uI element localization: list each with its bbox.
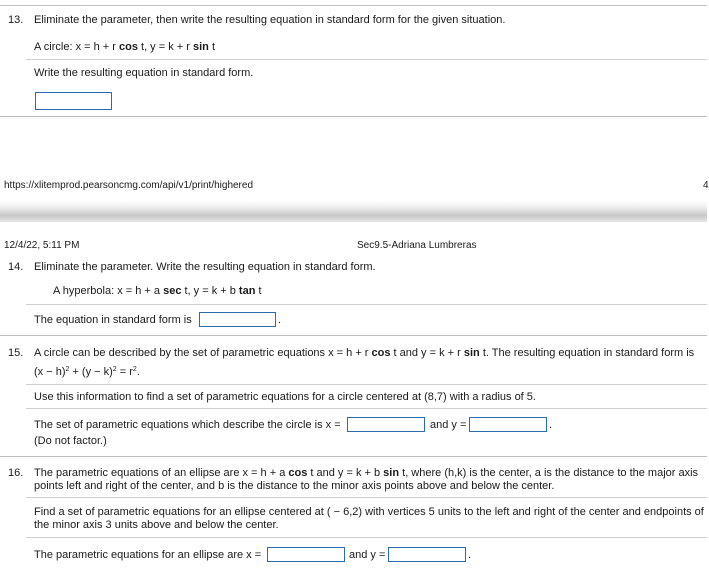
q15-sin: sin <box>463 347 480 359</box>
q15-line1-text-mid: t and y = k + r <box>390 347 464 359</box>
q16-divider-2 <box>26 537 707 538</box>
q15-cos: cos <box>371 347 391 359</box>
footer-url[interactable]: https://xlitemprod.pearsoncmg.com/api/v1/print/highered <box>4 180 254 191</box>
q16-para1-text-end: t, where (h,k) is the center, a is the distance to the major axis points left and right of the center, and b is the distance to the minor axis points above and below the center. <box>34 467 699 492</box>
q16-y-input[interactable] <box>388 547 466 562</box>
q13-circle-text: A circle: x = h + r <box>34 41 119 53</box>
q15-line1-text-end: t. The resulting equation in standard form is <box>479 347 695 359</box>
q15-eq-exponent: 2 <box>132 366 137 373</box>
q13-circle-text-mid: t, y = k + r <box>137 41 193 53</box>
q14-hyperbola-text: A hyperbola: x = h + a <box>53 285 164 297</box>
footer-page-number: 4 <box>703 180 709 191</box>
q16-answer-period: . <box>468 549 472 561</box>
q15-instruction: Use this information to find a set of parametric equations for a circle centered at (8,7) with a radius of 5. <box>34 391 536 403</box>
q15-divider-1 <box>26 384 707 385</box>
q15-eq-part: = r <box>116 366 133 378</box>
q16-paragraph-2: Find a set of parametric equations for an ellipse centered at ( − 6,2) with vertices 5 units to the left and right of the center and endpoints of the minor axis 3 units above and below the center. <box>34 506 704 531</box>
q14-hyperbola-text-mid: t, y = k + b <box>181 285 239 297</box>
q14-hyperbola-text-end: t <box>255 285 262 297</box>
q14-answer-period: . <box>278 314 282 326</box>
q16-paragraph-1 <box>34 467 704 493</box>
q14-divider <box>26 304 707 305</box>
q13-prompt: Eliminate the parameter, then write the resulting equation in standard form for the given situation. <box>34 14 506 26</box>
q14-sec: sec <box>163 285 182 297</box>
q16-sin: sin <box>383 467 400 479</box>
q14-answer-label: The equation in standard form is <box>34 314 192 326</box>
q15-and-y-label: and y = <box>430 419 467 431</box>
q16-para1-text: The parametric equations of an ellipse are x = h + a <box>34 467 289 479</box>
q16-number: 16. <box>8 467 24 479</box>
q15-eq-part: (x − h) <box>34 366 66 378</box>
q14-bottom-rule <box>0 335 707 336</box>
q13-cos: cos <box>118 41 138 53</box>
q15-answer-label: The set of parametric equations which describe the circle is x = <box>34 419 341 431</box>
q15-eq-part: + (y − k) <box>69 366 113 378</box>
q15-eq-exponent: 2 <box>112 366 117 373</box>
q15-eq-period: . <box>136 366 140 378</box>
q13-divider <box>26 59 707 60</box>
q14-tan: tan <box>238 285 256 297</box>
q15-answer-period: . <box>549 419 553 431</box>
q14-number: 14. <box>8 261 24 273</box>
q16-para1-text-mid: t and y = k + b <box>307 467 384 479</box>
header-doc-title: Sec9.5-Adriana Lumbreras <box>357 240 477 251</box>
q13-answer-input[interactable] <box>35 92 112 110</box>
q15-number: 15. <box>8 347 24 359</box>
q15-y-input[interactable] <box>469 417 547 432</box>
q15-divider-2 <box>26 408 707 409</box>
q13-sin: sin <box>192 41 209 53</box>
q13-circle-equations <box>34 41 215 53</box>
q14-hyperbola-equations <box>53 285 262 297</box>
q16-and-y-label: and y = <box>349 549 386 561</box>
q15-bottom-rule <box>0 456 707 457</box>
q16-x-input[interactable] <box>267 547 345 562</box>
q15-line1-text: A circle can be described by the set of parametric equations x = h + r <box>34 347 372 359</box>
header-datetime: 12/4/22, 5:11 PM <box>4 240 80 251</box>
q14-prompt: Eliminate the parameter. Write the resulting equation in standard form. <box>34 261 376 273</box>
q16-divider-1 <box>26 497 707 498</box>
q15-line1 <box>34 347 694 359</box>
q15-x-input[interactable] <box>347 417 425 432</box>
q14-answer-input[interactable] <box>199 312 276 327</box>
q15-standard-form-equation <box>34 366 140 378</box>
q15-eq-exponent: 2 <box>65 366 70 373</box>
q13-bottom-rule <box>0 116 707 117</box>
q13-number: 13. <box>8 14 24 26</box>
q15-note: (Do not factor.) <box>34 435 107 447</box>
q16-answer-label: The parametric equations for an ellipse are x = <box>34 549 262 561</box>
q13-instruction: Write the resulting equation in standard form. <box>34 67 254 79</box>
top-rule <box>0 5 707 6</box>
q16-cos: cos <box>288 467 308 479</box>
page-gap <box>0 200 707 222</box>
q13-circle-text-end: t <box>208 41 216 53</box>
